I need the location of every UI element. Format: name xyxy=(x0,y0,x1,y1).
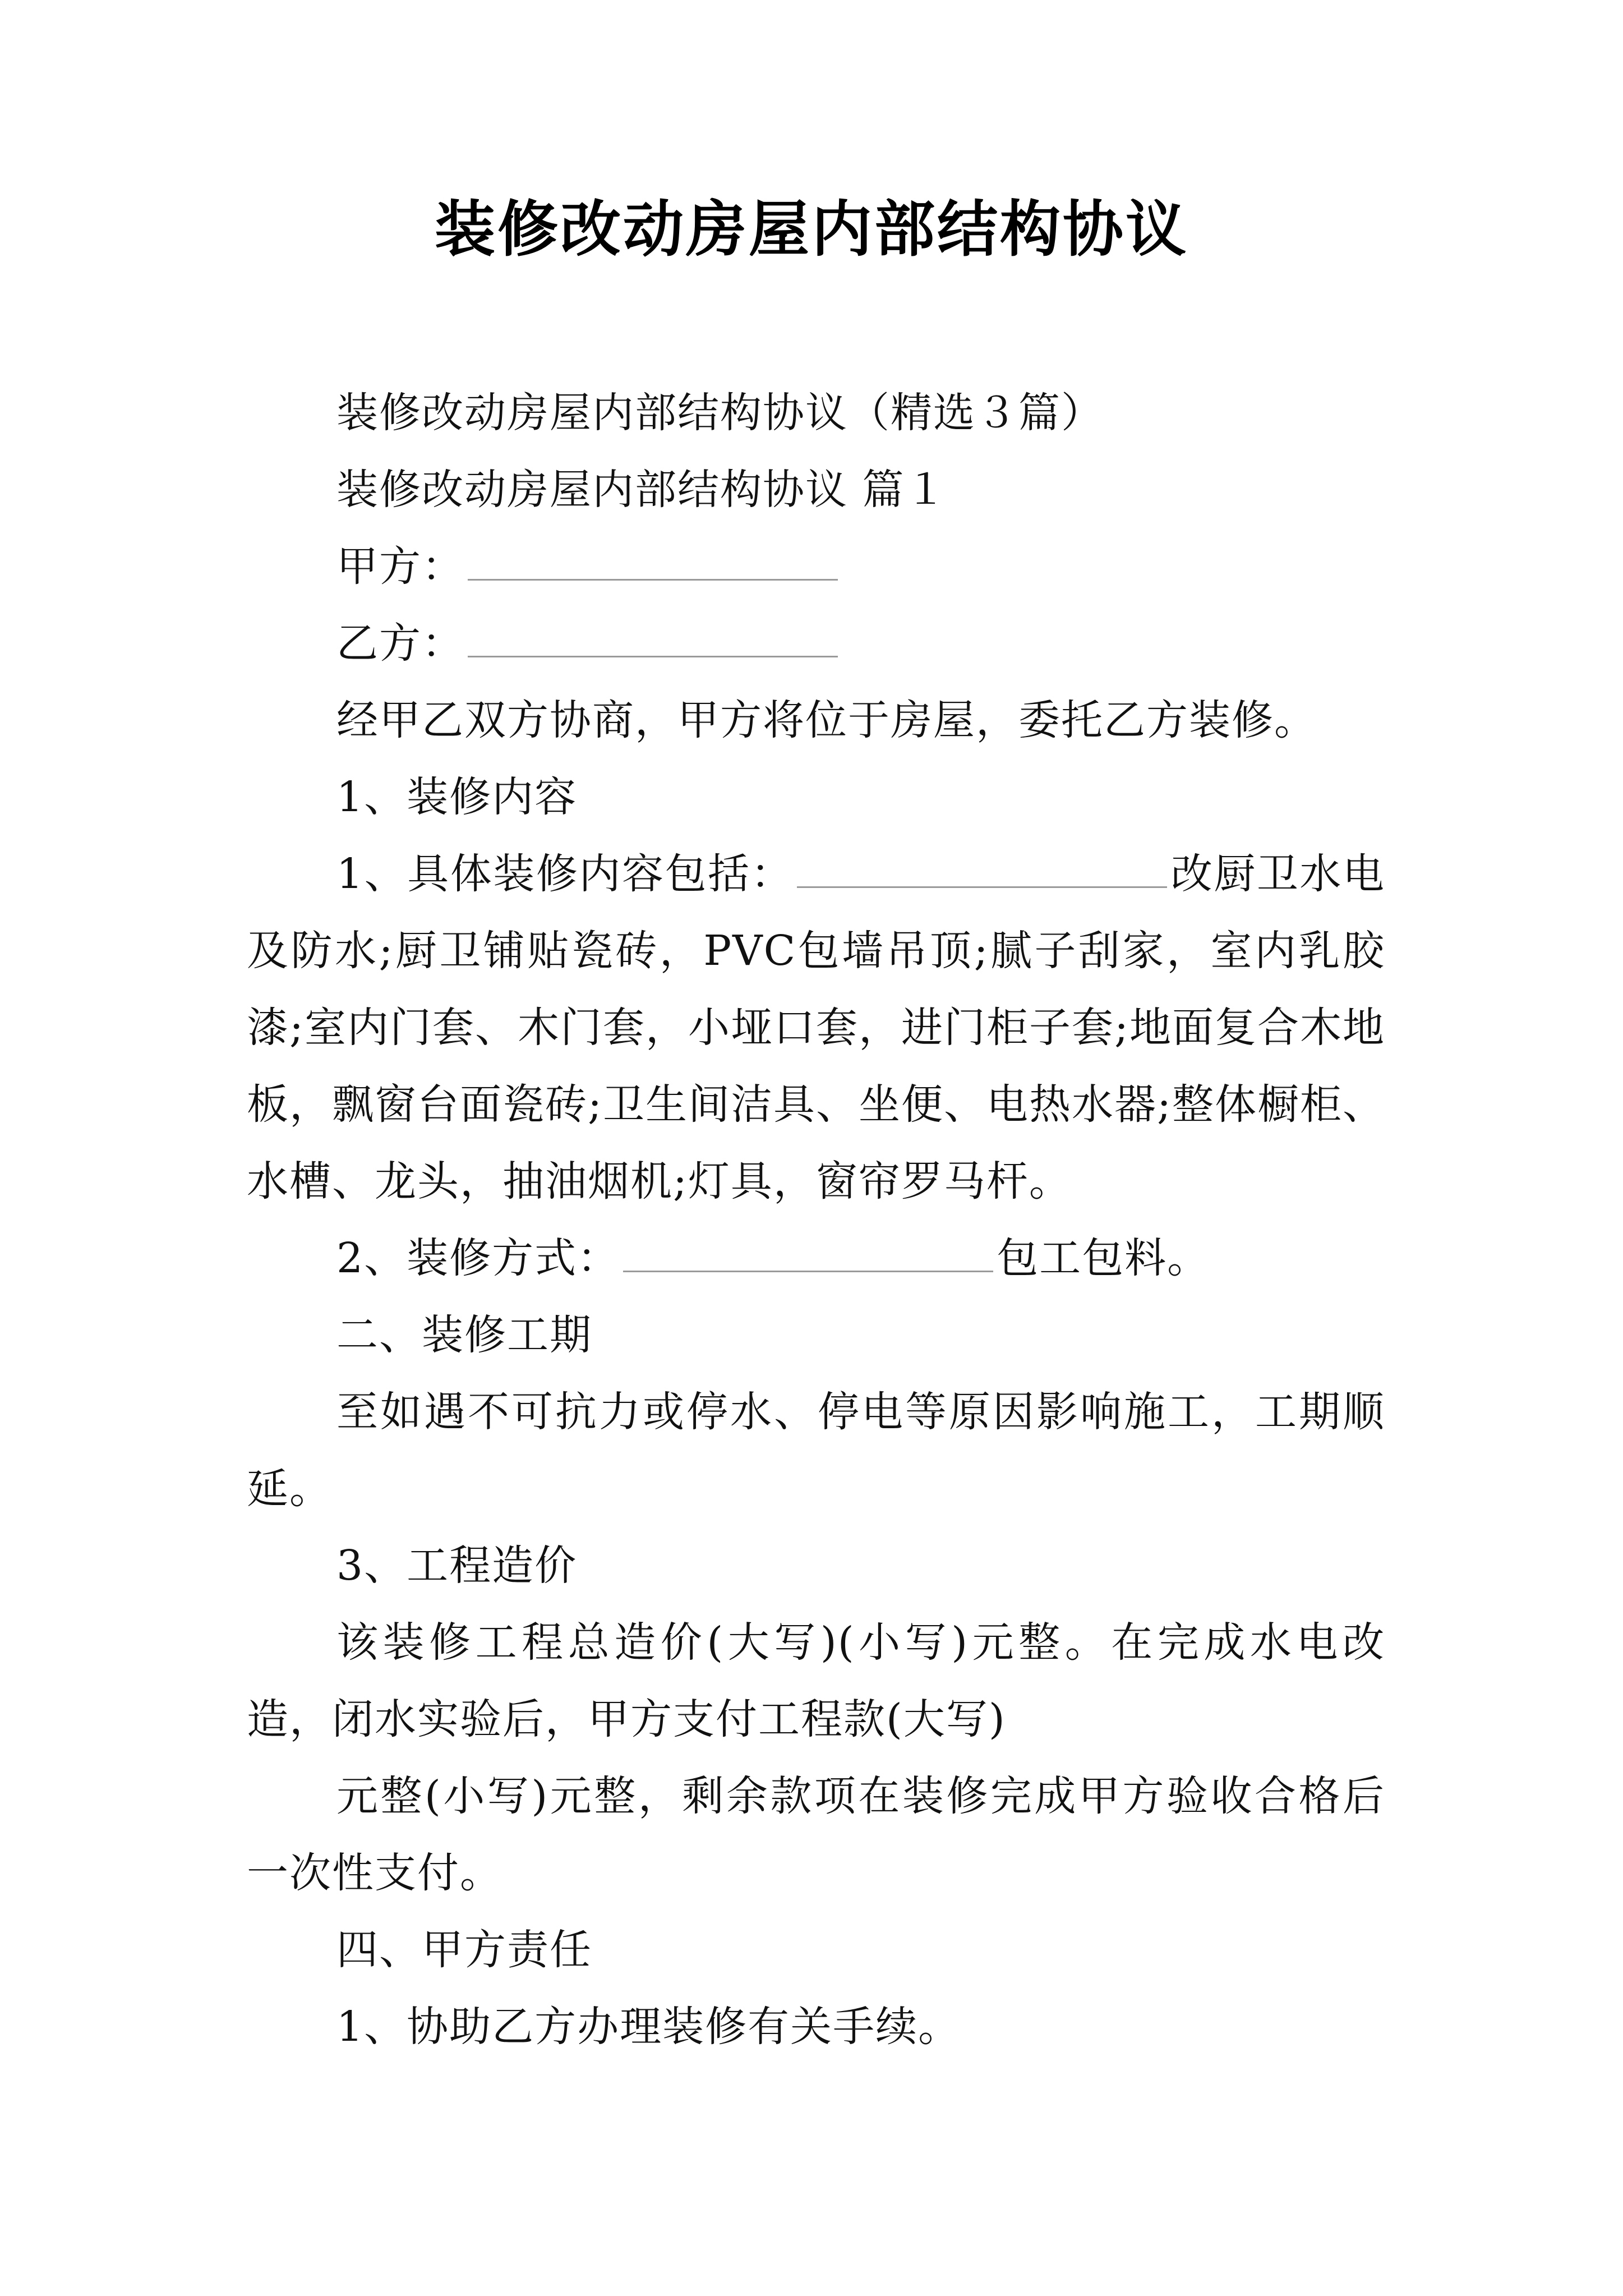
paragraph-decoration-items xyxy=(247,836,1385,1220)
paragraph-party-a-duty-1: 1、协助乙方办理装修有关手续。 xyxy=(336,2003,961,2051)
paragraph-payment: 元整(小写)元整，剩余款项在装修完成甲方验收合格后一次性支付。 xyxy=(247,1772,1385,1897)
party-b-blank xyxy=(468,616,838,657)
decoration-items-label: 1、具体装修内容包括： xyxy=(336,850,794,898)
decoration-method-blank xyxy=(623,1231,993,1272)
heading-construction-period: 二、装修工期 xyxy=(336,1311,592,1359)
decoration-items-text: 改厨卫水电及防水;厨卫铺贴瓷砖，PVC包墙吊顶;腻子刮家，室内乳胶漆;室内门套、木门套，小垭口套，进门柜子套;地面复合木地板，飘窗台面瓷砖;卫生间洁具、坐便、电热水器;整体橱柜、水槽、龙头，抽油烟机;灯具，窗帘罗马杆。 xyxy=(247,850,1385,1205)
heading-project-cost: 3、工程造价 xyxy=(336,1542,578,1590)
decoration-method-text: 包工包料。 xyxy=(997,1234,1210,1282)
party-b-line xyxy=(247,605,1385,682)
heading-party-a-duties: 四、甲方责任 xyxy=(336,1926,592,1974)
party-a-blank xyxy=(468,540,838,581)
paragraph-section-heading: 装修改动房屋内部结构协议 篇１ xyxy=(336,466,948,514)
paragraph-decoration-method xyxy=(247,1220,1385,1297)
party-a-line xyxy=(247,528,1385,605)
decoration-method-label: 2、装修方式： xyxy=(336,1234,620,1282)
paragraph-intro: 经甲乙双方协商，甲方将位于房屋，委托乙方装修。 xyxy=(336,696,1317,744)
paragraph-construction-period: 至如遇不可抗力或停水、停电等原因影响施工，工期顺延。 xyxy=(247,1388,1385,1513)
party-b-label: 乙方： xyxy=(336,619,464,668)
party-a-label: 甲方： xyxy=(336,542,464,591)
document-body xyxy=(247,375,1385,2065)
document-title: 装修改动房屋内部结构协议 xyxy=(434,195,1188,265)
paragraph-subtitle: 装修改动房屋内部结构协议（精选３篇） xyxy=(336,389,1104,437)
decoration-items-blank xyxy=(797,847,1167,888)
paragraph-project-cost: 该装修工程总造价(大写)(小写)元整。在完成水电改造，闭水实验后，甲方支付工程款(大写) xyxy=(247,1618,1385,1743)
heading-decoration-content: 1、装修内容 xyxy=(336,773,578,821)
